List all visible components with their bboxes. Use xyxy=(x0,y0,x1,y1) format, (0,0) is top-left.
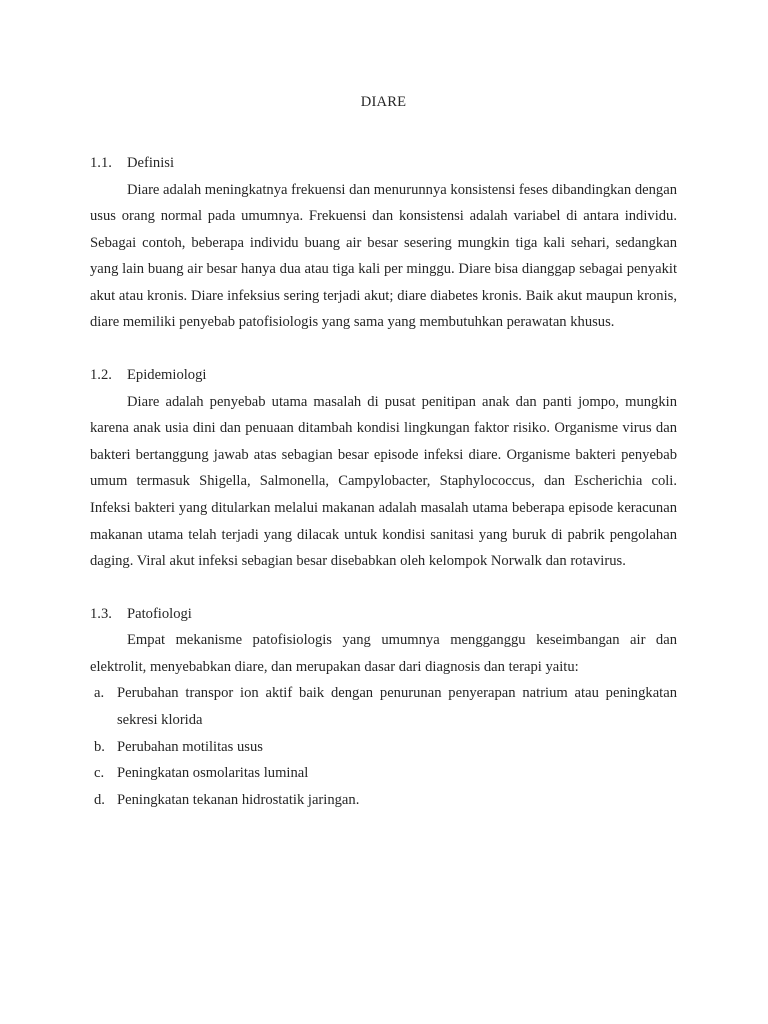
list-item xyxy=(90,760,677,787)
list-item xyxy=(90,787,677,814)
section-number: 1.1. xyxy=(90,155,112,171)
list-item xyxy=(90,734,677,761)
section-paragraph: Diare adalah penyebab utama masalah di pusat penitipan anak dan panti jompo, mungkin karena anak usia dini dan penuaan ditambah kondisi lingkungan faktor risiko. Organisme virus dan bakteri bertanggung jawab atas sebagian besar episode infeksi diare. Organisme bakteri penyebab umum termasuk Shigella, Salmonella, Campylobacter, Staphylococcus, dan Escherichia coli. Infeksi bakteri yang ditularkan melalui makanan adalah masalah utama beberapa episode keracunan makanan utama telah terjadi yang dilacak untuk kondisi sanitasi yang buruk di pabrik pengolahan daging. Viral akut infeksi sebagian besar disebabkan oleh kelompok Norwalk dan rotavirus. xyxy=(90,393,677,570)
list-item xyxy=(90,680,677,733)
list-item-text: Peningkatan tekanan hidrostatik jaringan. xyxy=(117,791,360,808)
list-marker: d. xyxy=(94,791,105,808)
document-title: DIARE xyxy=(360,94,407,110)
section-title: Definisi xyxy=(127,155,175,171)
section-paragraph: Diare adalah meningkatnya frekuensi dan menurunnya konsistensi feses dibandingkan dengan usus orang normal pada umumnya. Frekuensi dan konsistensi adalah variabel di antara individu. Sebagai contoh, beberapa individu buang air besar sesering mungkin tiga kali sehari, sedangkan yang lain buang air besar hanya dua atau tiga kali per minggu. Diare bisa dianggap sebagai penyakit akut atau kronis. Diare infeksius sering terjadi akut; diare diabetes kronis. Baik akut maupun kronis, diare memiliki penyebab patofisiologis yang sama yang membutuhkan perawatan khusus. xyxy=(90,181,677,331)
section-title: Epidemiologi xyxy=(127,367,207,384)
section-number: 1.2. xyxy=(90,367,112,384)
list-item-text: Perubahan motilitas usus xyxy=(117,738,263,755)
list-marker: c. xyxy=(94,765,105,782)
list-marker: a. xyxy=(94,685,105,702)
section-heading xyxy=(90,601,677,628)
list-item-text: Peningkatan osmolaritas luminal xyxy=(117,765,309,782)
section-patofiologi xyxy=(90,601,677,814)
section-heading xyxy=(90,362,677,389)
section-number: 1.3. xyxy=(90,605,112,622)
section-definisi xyxy=(90,150,677,336)
mechanism-list xyxy=(90,680,677,813)
section-title: Patofiologi xyxy=(127,605,192,622)
document-page xyxy=(90,92,677,839)
list-item-text: Perubahan transpor ion aktif baik dengan penurunan penyerapan natrium atau peningkatan sekresi klorida xyxy=(117,685,677,728)
section-heading xyxy=(90,150,677,177)
section-epidemiologi xyxy=(90,362,677,575)
list-marker: b. xyxy=(94,738,105,755)
section-paragraph: Empat mekanisme patofisiologis yang umumnya mengganggu keseimbangan air dan elektrolit, menyebabkan diare, dan merupakan dasar dari diagnosis dan terapi yaitu: xyxy=(90,632,677,675)
